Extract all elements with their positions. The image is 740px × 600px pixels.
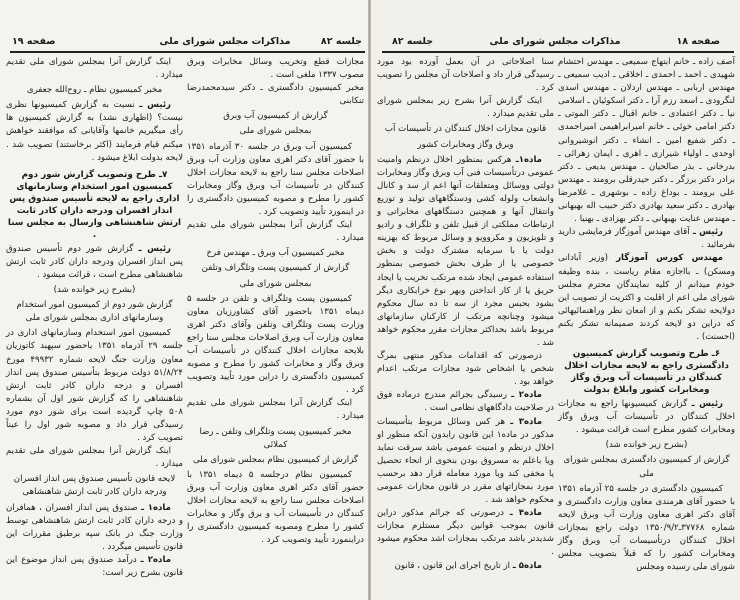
paragraph-text: گزارش شور دوم از کمیسیون امور استخدام وسازمانهای اداری بمجلس شورای ملی bbox=[16, 300, 173, 324]
paragraph bbox=[558, 483, 735, 575]
paragraph-text: کمیسیون امور استخدام وسازمانهای اداری در جلسه ۲۹ آذرماه ۱۳۵۱ باحضور سپهبد کاتوزیان معاون وزارت جنگ لایحه شماره ۴۹۹۳۲ مورخ ۵۱/۸/۲۴ دولت مربوط بتأسیس صندوق پس انداز افسران و درجه داران کادر ثابت ارتش شاهنشاهی را که گزارش شور اول آن بشماره ۵۰۸ چاپ گردیده است برای شور دوم مورد رسیدگی قرار داد و مصوبه شور اول را عیناً تصویب کرد . bbox=[6, 328, 183, 444]
text-column-left bbox=[377, 56, 554, 573]
centered-caption bbox=[187, 247, 364, 260]
paragraph-text: گزارش از کمیسیون پست وتلگراف وتلفن bbox=[201, 263, 350, 274]
centered-caption bbox=[187, 454, 364, 467]
paragraph-text: نسبت به گزارش کمیسیونها نظری نیست؟ (اظهاری نشد) به گزارش کمیسیون ها رأی میگیریم خانمها وآقایانی که موافقند خواهش میکنم قیام فرمایند (اکثر برخاستند) تصویب شد . لایحه بدولت ابلاغ میشود . bbox=[6, 100, 183, 163]
paragraph-text: (وزیر آبادانی ومسکن) ـ بااجازه مقام ریاست ، بنده وظیفه خودم میدانم از کلیه نمایندگان محترم مجلس شورای ملی اعم از اقلیت و اکثریت از تصویب این دولایحه تشکر بکنم و از امعان نظر وراهنمائیهائی که دراین دو لایحه کردند صمیمانه تشکر بکنم (احسنت) . bbox=[558, 253, 735, 342]
paragraph-text: گزارش کمیسیونها راجع به مجازات اخلال کنندگان در تأسیسات آب وبرق وگاز ومخابرات کشور مطرح است قرائت میشود . bbox=[558, 399, 735, 436]
paragraph bbox=[558, 56, 735, 226]
paragraph-text: بمجلس شورای ملی bbox=[239, 126, 312, 137]
centered-caption bbox=[187, 125, 364, 138]
paragraph-text: لایحه قانون تأسیس صندوق پس انداز افسران ودرجه داران کادر ثابت ارتش شاهنشاهی bbox=[13, 474, 176, 498]
paragraph-text: آصف زاده ـ خانم ابتهاج سمیعی ـ مهندس احتشام شهیدی ـ احمد ـ احمدی ـ اخلاقی ـ ادیب سمیعی ـ مهندس اربابی ـ مهندس اردلان ـ مهندس اسدی لنگرودی ـ اسعد رزم آرا ـ دکتر اسکوئیان ـ اسلامی نیا ـ دکتر اعتمادی ـ خانم اقبال ـ دکتر الموتی ـ دکتر امامی خوئی ـ خانم امیرابراهیمی امیراحمدی ـ دکتر شفیع امین ـ انشاء ـ دکتر انوشیروانی اوحدی ـ اولیاء شیرازی ـ اهری ـ ایمان زهرائی ـ بدرخانی ـ بذر صالحیان ـ مهندس بدیعی ـ دکتر برادر دکتر برزگر ـ دکتر حیدرقلی برومند ـ مهندس علی برومند ـ بوداغ زاده ـ بوشهری ـ غلامرضا بهادری ـ دکتر سعید بهادری دکتر حبیب اله بهبهانی ـ مهندس عنایت بهبهانی ـ دکتر بهزادی ـ بهنیا . bbox=[558, 57, 735, 225]
text-column-right bbox=[187, 56, 364, 547]
paragraph-text: مخبر کمیسیون نظام ـ روح‌الله جعفری bbox=[26, 85, 163, 96]
paragraph bbox=[187, 219, 364, 245]
speaker-label: ماده۱ـ bbox=[515, 154, 542, 165]
speaker-label: رئیس ـ bbox=[691, 399, 723, 410]
paragraph-text: آقای مهندس آموزگار فرمایشی دارید بفرمائید . bbox=[558, 227, 735, 251]
paragraph bbox=[6, 327, 183, 445]
session-number: جلسه ۸۲ bbox=[392, 36, 434, 47]
section-heading bbox=[6, 169, 183, 241]
paragraph bbox=[558, 252, 735, 344]
paragraph-text: هرکس بمنظور اخلال درنظم وامنیت عمومی درتأسیسات فنی آب وبرق وگاز ومخابرات دولتی ووسائل ومتعلقات آنها اعم از سد و کانال وانشعاب ولوله کشی ودستگاههای تولید و توزیع وانتقال آنها و همچنین دستگاههای مخابراتی و ارتباطات مملکتی از قبیل تلفن و تلگراف و رادیو و تلویزیون و مکروویو و وسائل مربوط که بهزینه دولت یا با سرمایه مشترک دولت و بخش خصوصی یا از طرف بخش خصوصی بمنظور استفاده عمومی ایجاد شده مرتکب تخریب یا ایجاد حریق یا از کار انداختن وبهر نوع خرابکاری دیگر بشود بحبس مجرد از سه تا ده سال محکوم میشود وچنانچه مرتکب از کارکنان سازمانهای مربوط باشد بحداکثر مجازات مقرر محکوم خواهد شد . bbox=[377, 154, 554, 348]
page-number: صفحه ۱۸ bbox=[676, 36, 720, 47]
speaker-label: ماده۴ ـ bbox=[509, 508, 542, 519]
paragraph-text: گزارش از کمیسیون نظام بمجلس شورای ملی bbox=[192, 454, 359, 465]
paragraph bbox=[377, 507, 554, 559]
text-column-left bbox=[6, 56, 183, 580]
paragraph-text: اینک گزارش آنرا بمجلس شورای ملی تقدیم میدارد . bbox=[187, 398, 364, 422]
paragraph-text: (بشرح زیر خوانده شد) bbox=[605, 440, 688, 451]
text-column-right bbox=[558, 56, 735, 574]
paragraph-text: درصورتی که جرائم مذکور دراین قانون بموجب قوانین دیگر مستلزم مجازات شدیدتر باشد مرتکب بمجازات اشد محکوم میشود . bbox=[377, 508, 554, 558]
paragraph bbox=[377, 350, 554, 389]
paragraph bbox=[6, 56, 183, 82]
paragraph-text: درصورتی که اقدامات مذکور منتهی بمرگ شخص یا اشخاص شود مجازات مرتکب اعدام خواهد بود . bbox=[377, 351, 554, 388]
paragraph bbox=[377, 56, 554, 95]
centered-caption bbox=[6, 473, 183, 499]
paragraph bbox=[187, 82, 364, 108]
paragraph bbox=[377, 95, 554, 121]
centered-caption bbox=[187, 426, 364, 452]
paragraph-text: صندوق پس انداز افسران ، همافران و درجه داران کادر ثابت ارتش شاهنشاهی توسط وزارت جنگ در بانک سپه برطبق مقررات این قانون تأسیس میگردد . bbox=[6, 502, 183, 552]
paragraph-text: گزارش از کمیسیون دادگستری بمجلس شورای ملی bbox=[563, 455, 730, 479]
paragraph-text: کمیسیون پست وتلگراف و تلفن در جلسه ۵ دیماه ۱۳۵۱ باحضور آقای کشاورزیان معاون وزارت پست وتلگراف وتلفن وآقای دکتر اهری معاون وزارت آب وبرق اصلاحات مجلس سنا راجع بلایحه مجازات اخلال کنندگان در تأسیسات آب وبرق وگاز و مخابرات کشور را مطرح و مصوبه کمیسیون دادگستری را دراین مورد تأیید وتصویب کرد . bbox=[187, 293, 364, 396]
paragraph-text: گزارش شور دوم تأسیس صندوق پس انداز افسران ودرجه داران کادر ثابت ارتش شاهنشاهی مطرح است ، قرائت میشود . bbox=[6, 243, 183, 280]
paragraph bbox=[558, 398, 735, 437]
paragraph bbox=[377, 416, 554, 508]
running-title: مذاکرات مجلس شورای ملی bbox=[489, 36, 621, 47]
centered-caption bbox=[187, 262, 364, 275]
paragraph-text: اینک گزارش آنرا بمجلس شورای ملی تقدیم میدارد . bbox=[6, 57, 183, 81]
speaker-label: ماده۲ ـ bbox=[511, 390, 542, 401]
paragraph bbox=[558, 226, 735, 252]
speaker-label: رئیس ـ bbox=[139, 100, 171, 111]
speaker-label: رئیس ـ bbox=[692, 227, 723, 238]
centered-caption bbox=[558, 454, 735, 480]
paragraph-text: مخبر کمیسیون آب وبرق ـ مهندس فرخ bbox=[206, 248, 345, 259]
header-rule bbox=[382, 51, 734, 53]
paragraph bbox=[6, 445, 183, 471]
centered-caption bbox=[6, 284, 183, 297]
paragraph bbox=[187, 293, 364, 398]
paragraph-text: کمیسیون نظام درجلسه ۵ دیماه ۱۳۵۱ با حضور آقای دکتر اهری معاون وزارت آب وبرق اصلاحات مجلس سنا راجع به لایحه مجازات اخلال کنندگان در تأسیسات آب و برق وگاز و مخابرات کشور را مطرح ومصوبه کمیسیون دادگستری را دراینمورد تأیید وتصویب کرد . bbox=[187, 469, 364, 546]
speaker-label: ماده۱ ـ bbox=[141, 502, 171, 513]
paragraph-text: اینک گزارش آنرا بمجلس شورای ملی تقدیم میدارد . bbox=[187, 220, 364, 244]
book-gutter bbox=[368, 0, 371, 600]
paragraph bbox=[6, 554, 183, 580]
speaker-label: ماده۵ ـ bbox=[512, 560, 542, 571]
paragraph-text: کمیسیون دادگستری در جلسه ۲۵ آذرماه ۱۳۵۱ با حضور آقای هرمندی معاون وزارت دادگستری و آقای دکتر اهری معاون وزارت آب وبرق لایحه شماره ۳۷۷۶۸ـ۱۳۵۰/۹/۲ دولت راجع بمجازات اخلال کنندگان درتأسیسات آب وبرق وگاز ومخابرات کشور را که قبلاً بتصویب مجلس شورای ملی رسیده ومجلس bbox=[558, 483, 736, 573]
paragraph bbox=[187, 469, 364, 548]
paragraph-text: بمجلس شورای ملی bbox=[239, 278, 312, 289]
paragraph-text: رسیدگی بجرائم مندرج درماده فوق در صلاحیت دادگاههای نظامی است . bbox=[377, 390, 554, 414]
paragraph-text: کمیسیون آب وبرق در جلسه ۳۰ آذرماه ۱۳۵۱ با حضور آقای دکتر اهری معاون وزارت آب وبرق اصلاحات مجلس سنا راجع به لایحه مجازات اخلال کنندگان در تأسیسات آب وبرق وگاز ومخابرات کشور را مطرح و مصوبه کمیسیون دادگستری را در اینمورد تأیید وتصویب کرد . bbox=[187, 141, 364, 218]
paragraph bbox=[187, 56, 364, 82]
paragraph-text: اینک گزارش آنرا بشرح زیر بمجلس شورای ملی تقدیم میدارد . bbox=[377, 96, 554, 120]
paragraph-text: مخبر کمیسیون پست وتلگراف وتلفن ـ رضا کملائی bbox=[199, 426, 352, 450]
paragraph bbox=[6, 99, 183, 164]
running-title: مذاکرات مجلس شورای ملی bbox=[159, 36, 291, 47]
centered-caption bbox=[377, 139, 554, 152]
paragraph-text: سنا اصلاحاتی در آن بعمل آورده بود مورد رسیدگی قرار داد و اصلاحات آن مجلس را تصویب کرد . bbox=[377, 57, 554, 94]
paragraph bbox=[187, 141, 364, 220]
paragraph-text: ۷ـ طرح وتصویب گزارش شور دوم کمیسیون امور استخدام وسازمانهای اداری راجع به لایحه تأسیس صندوق پس انداز افسران ودرجه داران کادر ثابت ارتش شاهنشاهی وارسال به مجلس سنا . bbox=[7, 169, 182, 240]
paragraph bbox=[377, 154, 554, 350]
paragraph-text: درآمد صندوق پس انداز موضوع این قانون بشرح زیر است: bbox=[6, 554, 183, 578]
session-number: جلسه ۸۲ bbox=[320, 36, 362, 47]
paragraph-text: هر کس وسائل مربوط بتأسیسات مذکور در ماده۱ این قانون رابدون آنکه منظور او اخلال درنظم و امنیت عمومی باشد سرقت نماید ویا باعلم به مسروق بودن بنحوی از انحاء تحصیل یا مخفی کند ویا مورد معامله قرار دهد برحسب مورد بمجازاتهای مقرر در قانون مجازات عمومی محکوم خواهد شد . bbox=[377, 416, 554, 506]
page-number: صفحه ۱۹ bbox=[12, 36, 56, 47]
paragraph bbox=[377, 389, 554, 415]
right-page bbox=[370, 0, 740, 600]
paragraph-text: از تاریخ اجرای این قانون ، قانون bbox=[394, 560, 511, 571]
centered-caption bbox=[187, 278, 364, 291]
paragraph-text: ۶ـ طرح وتصویب گزارش کمیسیون دادگستری راجع به لایحه مجازات اخلال کنندگان در تأسیسات آب وبرق وگاز ومخابرات کشور وابلاغ بدولت bbox=[564, 349, 729, 396]
paragraph bbox=[6, 243, 183, 282]
header-rule bbox=[10, 51, 365, 53]
speaker-label: مهندس کورس آموزگار bbox=[616, 253, 723, 264]
paragraph-text: وبرق وگاز ومخابرات کشور bbox=[417, 139, 514, 150]
paragraph bbox=[377, 560, 554, 573]
centered-caption bbox=[6, 299, 183, 325]
paragraph-text: قانون مجازات اخلال کنندگان در تأسیسات آب bbox=[384, 124, 547, 135]
section-heading bbox=[558, 348, 735, 396]
centered-caption bbox=[558, 439, 735, 452]
paragraph bbox=[6, 502, 183, 554]
paragraph-text: اینک گزارش آنرا بمجلس شورای ملی تقدیم میدارد . bbox=[6, 446, 183, 470]
centered-caption bbox=[377, 123, 554, 136]
paragraph-text: (بشرح زیر خوانده شد) bbox=[53, 285, 136, 296]
centered-caption bbox=[187, 110, 364, 123]
speaker-label: رئیس ـ bbox=[138, 243, 172, 254]
paragraph-text: مخبر کمیسیون دادگستری ـ دکتر سیدمحمدرضا تنکابنی bbox=[187, 83, 364, 107]
speaker-label: ماده۳ ـ bbox=[510, 416, 543, 427]
paragraph-text: گزارش از کمیسیون آب وبرق bbox=[223, 111, 328, 122]
paragraph-text: مجازات قطع وتخریب وسائل مخابرات وبرق مصوب ۱۳۳۷ ملغی است . bbox=[187, 57, 364, 81]
centered-caption bbox=[6, 84, 183, 97]
paragraph bbox=[187, 397, 364, 423]
speaker-label: ماده۲ ـ bbox=[140, 554, 172, 565]
